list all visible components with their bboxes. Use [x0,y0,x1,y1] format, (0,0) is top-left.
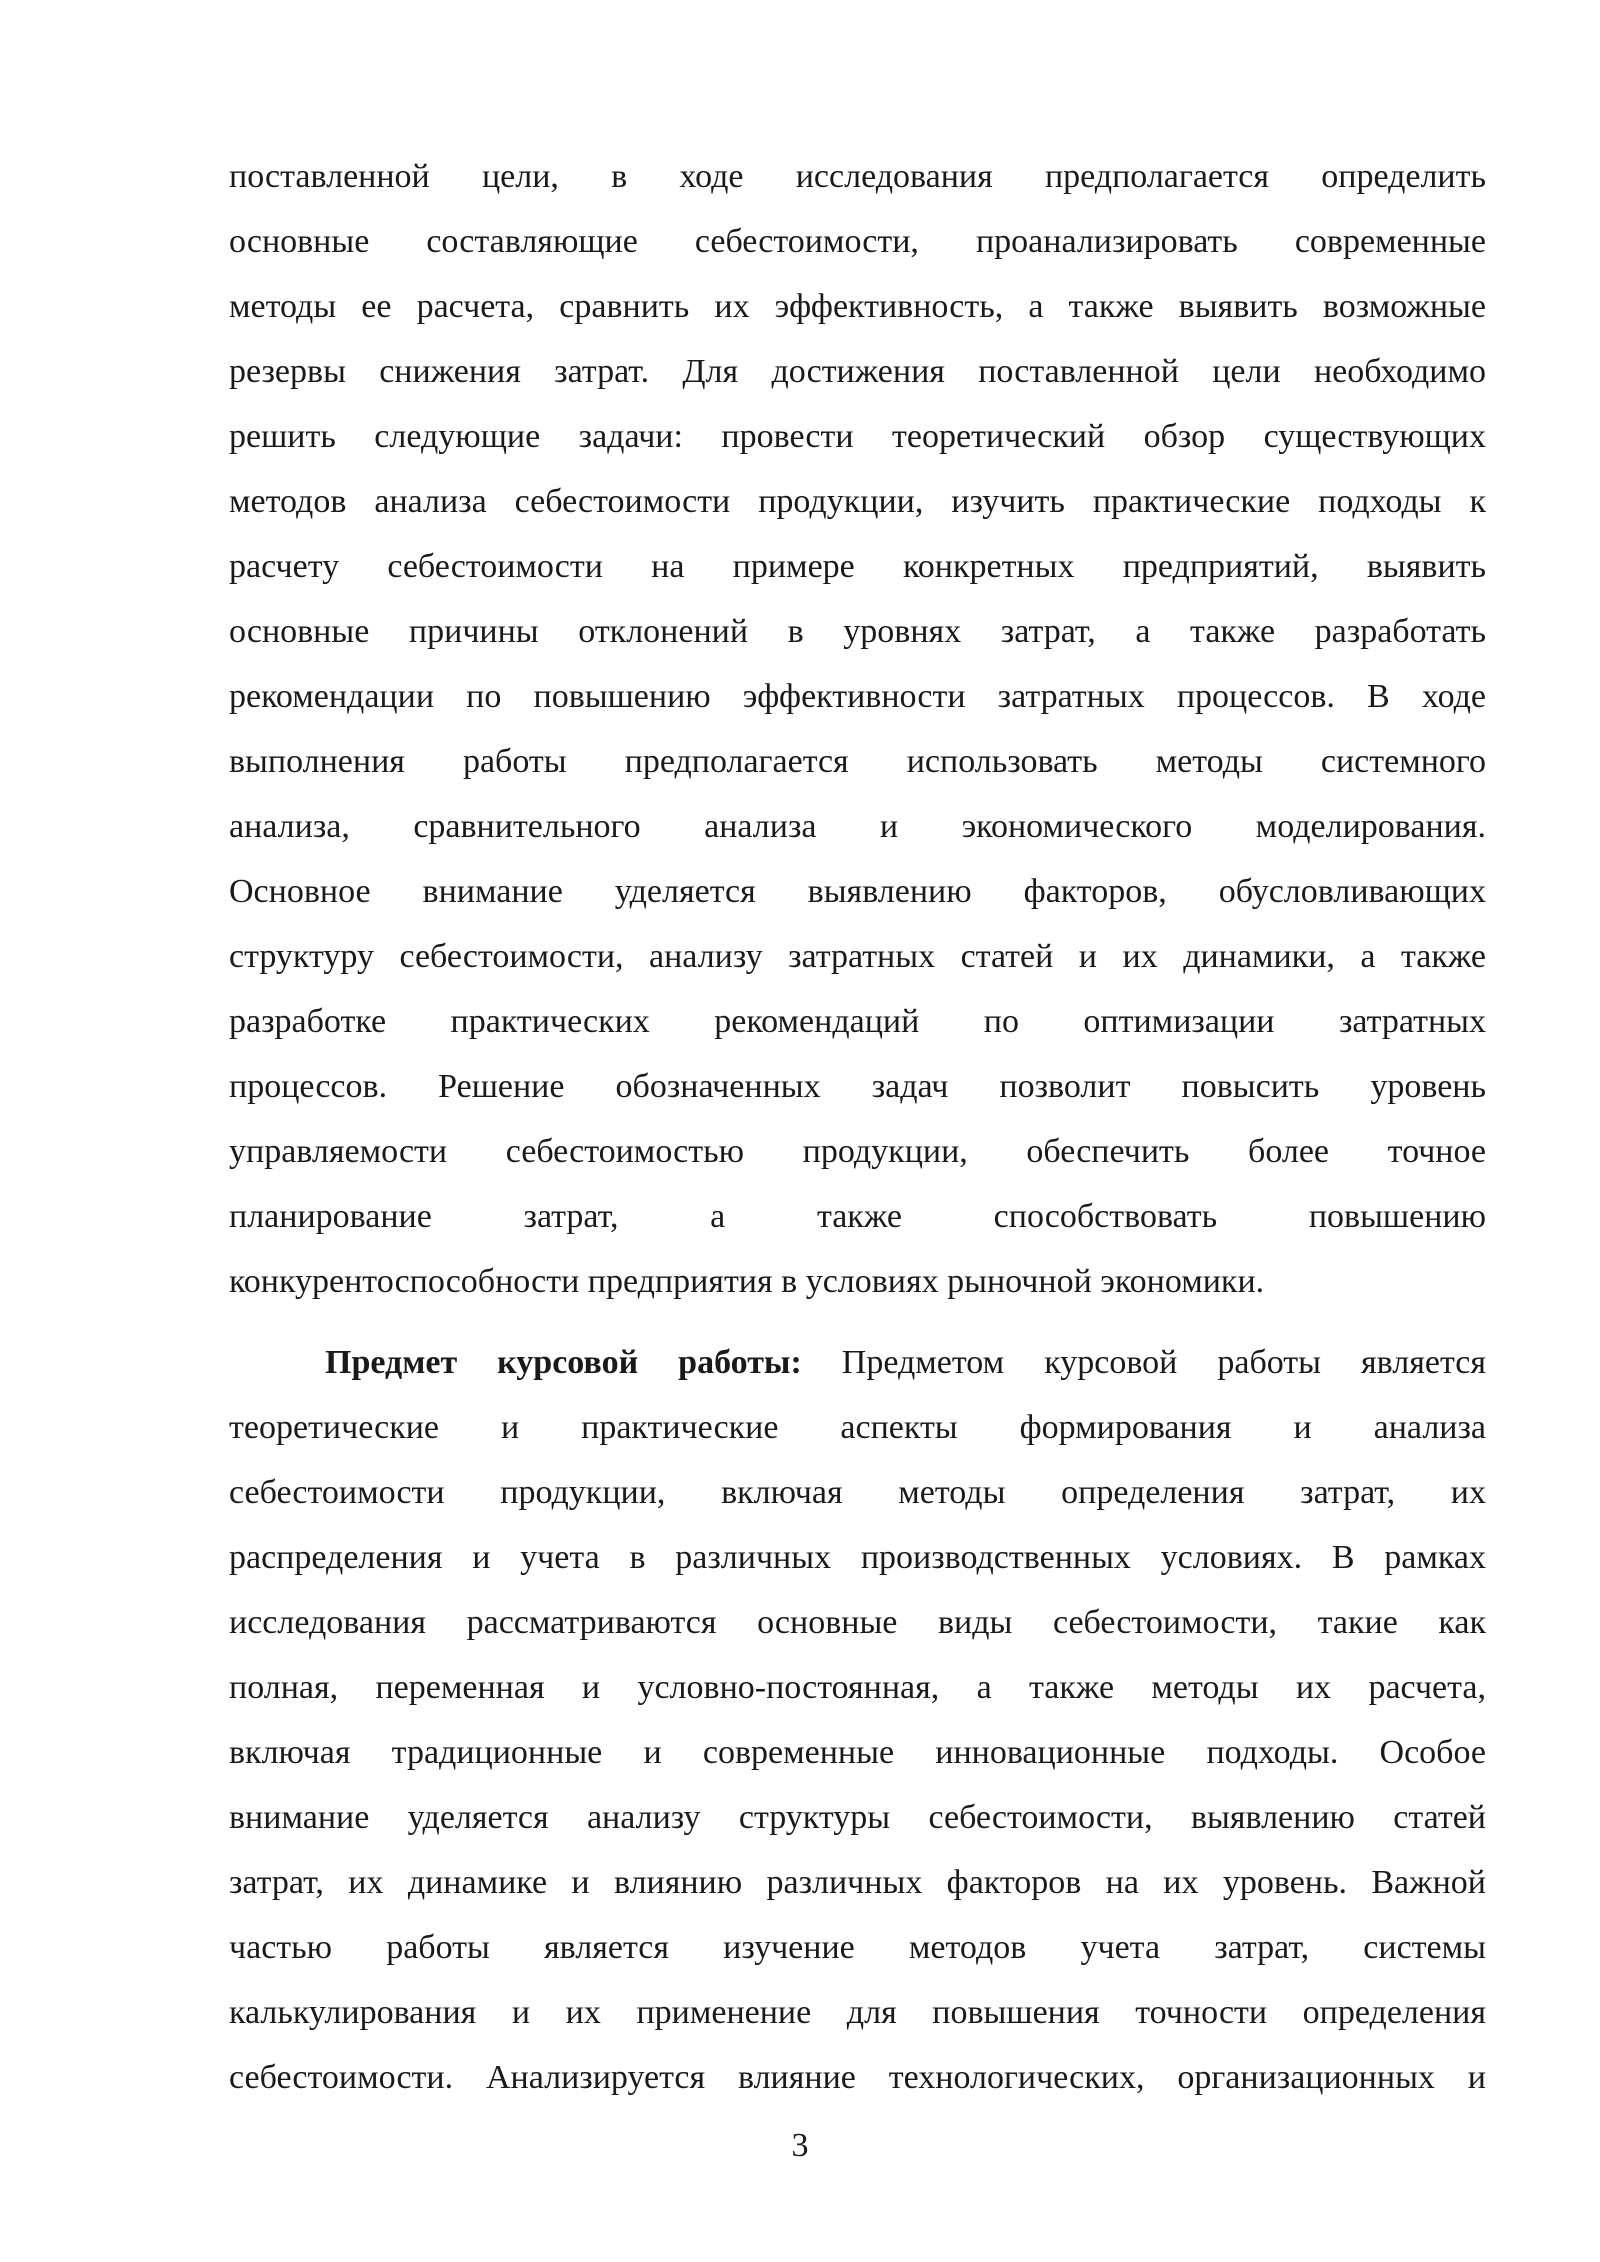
paragraph-line: Основное внимание уделяется выявлению факторов, обусловливающих [229,873,1486,910]
paragraph-line: полная, переменная и условно-постоянная, а также методы их расчета, [229,1669,1486,1706]
paragraph-line: выполнения работы предполагается использовать методы системного [229,743,1486,780]
paragraph-line: методов анализа себестоимости продукции, изучить практические подходы к [229,483,1486,520]
first-line-text: Предметом курсовой работы является [801,1344,1486,1381]
paragraph-line: поставленной цели, в ходе исследования предполагается определить [229,158,1486,195]
paragraph-line: затрат, их динамике и влиянию различных факторов на их уровень. Важной [229,1864,1486,1901]
paragraph-line: планирование затрат, а также способствовать повышению [229,1198,1486,1235]
paragraph-line: управляемости себестоимостью продукции, обеспечить более точное [229,1133,1486,1170]
paragraph-line: процессов. Решение обозначенных задач позволит повысить уровень [229,1068,1486,1105]
subject-heading: Предмет курсовой работы: [325,1344,802,1381]
paragraph-line: рекомендации по повышению эффективности затратных процессов. В ходе [229,678,1486,715]
paragraph-line: решить следующие задачи: провести теоретический обзор существующих [229,418,1486,455]
paragraph-line: основные составляющие себестоимости, проанализировать современные [229,223,1486,260]
paragraph-line: расчету себестоимости на примере конкретных предприятий, выявить [229,548,1486,585]
paragraph-line: методы ее расчета, сравнить их эффективность, а также выявить возможные [229,288,1486,325]
paragraph-subject [229,1330,1486,2110]
paragraph-line: основные причины отклонений в уровнях затрат, а также разработать [229,613,1486,650]
paragraph-line: анализа, сравнительного анализа и экономического моделирования. [229,808,1486,845]
paragraph-line: распределения и учета в различных производственных условиях. В рамках [229,1539,1486,1576]
paragraph-line: себестоимости продукции, включая методы определения затрат, их [229,1474,1486,1511]
paragraph-line: себестоимости. Анализируется влияние технологических, организационных и [229,2059,1486,2096]
paragraph-line: исследования рассматриваются основные виды себестоимости, такие как [229,1604,1486,1641]
paragraph-first-line [229,1330,1486,1395]
page-number: 3 [791,2127,809,2164]
paragraph-line: резервы снижения затрат. Для достижения поставленной цели необходимо [229,353,1486,390]
paragraph-line: структуру себестоимости, анализу затратных статей и их динамики, а также [229,938,1486,975]
paragraph-line: разработке практических рекомендаций по оптимизации затратных [229,1003,1486,1040]
paragraph-line: теоретические и практические аспекты формирования и анализа [229,1409,1486,1446]
paragraph-line: включая традиционные и современные инновационные подходы. Особое [229,1734,1486,1771]
paragraph-line: калькулирования и их применение для повышения точности определения [229,1994,1486,2031]
paragraph-line: внимание уделяется анализу структуры себестоимости, выявлению статей [229,1799,1486,1836]
paragraph-line: частью работы является изучение методов учета затрат, системы [229,1929,1486,1966]
paragraph-goals-and-tasks [229,144,1486,1314]
paragraph-line: конкурентоспособности предприятия в условиях рыночной экономики. [229,1263,1265,1300]
